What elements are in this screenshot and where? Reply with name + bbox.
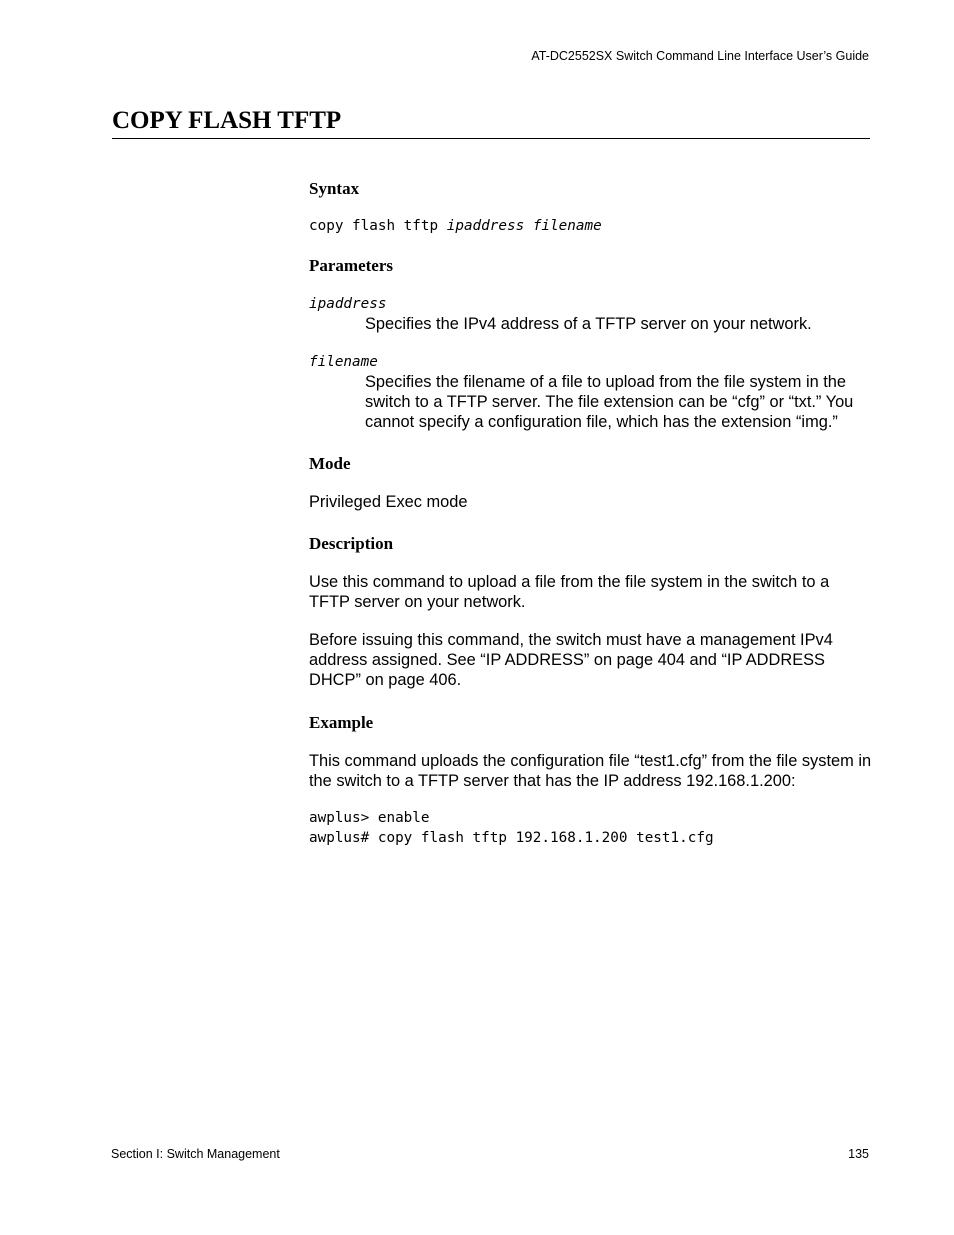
example-code-line: awplus# copy flash tftp 192.168.1.200 test1.cfg bbox=[309, 830, 714, 846]
page-title: COPY FLASH TFTP bbox=[112, 106, 870, 139]
mode-text: Privileged Exec mode bbox=[309, 493, 468, 511]
running-header: AT-DC2552SX Switch Command Line Interface User’s Guide bbox=[531, 49, 869, 63]
footer-section: Section I: Switch Management bbox=[111, 1147, 280, 1161]
syntax-command: copy flash tftp bbox=[309, 218, 439, 234]
param-description: Specifies the filename of a file to upload from the file system in the switch to a TFTP server. The file extension can be “cfg” or “txt.” You cannot specify a configuration file, which has the extension “img.” bbox=[365, 373, 854, 431]
example-code-line: awplus> enable bbox=[309, 810, 430, 826]
main-content bbox=[309, 178, 874, 848]
example-text: This command uploads the configuration file “test1.cfg” from the file system in the switch to a TFTP server that has the IP address 192.168.1.200: bbox=[309, 752, 872, 790]
description-paragraph: Before issuing this command, the switch must have a management IPv4 address assigned. See “IP ADDRESS” on page 404 and “IP ADDRESS DHCP” on page 406. bbox=[309, 631, 833, 689]
param-name: filename bbox=[309, 354, 378, 370]
syntax-arg-ipaddress: ipaddress bbox=[446, 218, 525, 234]
page-number: 135 bbox=[848, 1147, 869, 1161]
description-heading: Description bbox=[309, 534, 394, 553]
example-heading: Example bbox=[309, 713, 374, 732]
param-name: ipaddress bbox=[309, 296, 387, 312]
syntax-heading: Syntax bbox=[309, 179, 360, 198]
param-description: Specifies the IPv4 address of a TFTP server on your network. bbox=[365, 315, 812, 333]
syntax-line bbox=[309, 216, 874, 236]
mode-heading: Mode bbox=[309, 454, 351, 473]
syntax-arg-filename: filename bbox=[532, 218, 602, 234]
parameters-heading: Parameters bbox=[309, 256, 394, 275]
description-paragraph: Use this command to upload a file from the file system in the switch to a TFTP server on your network. bbox=[309, 573, 830, 611]
